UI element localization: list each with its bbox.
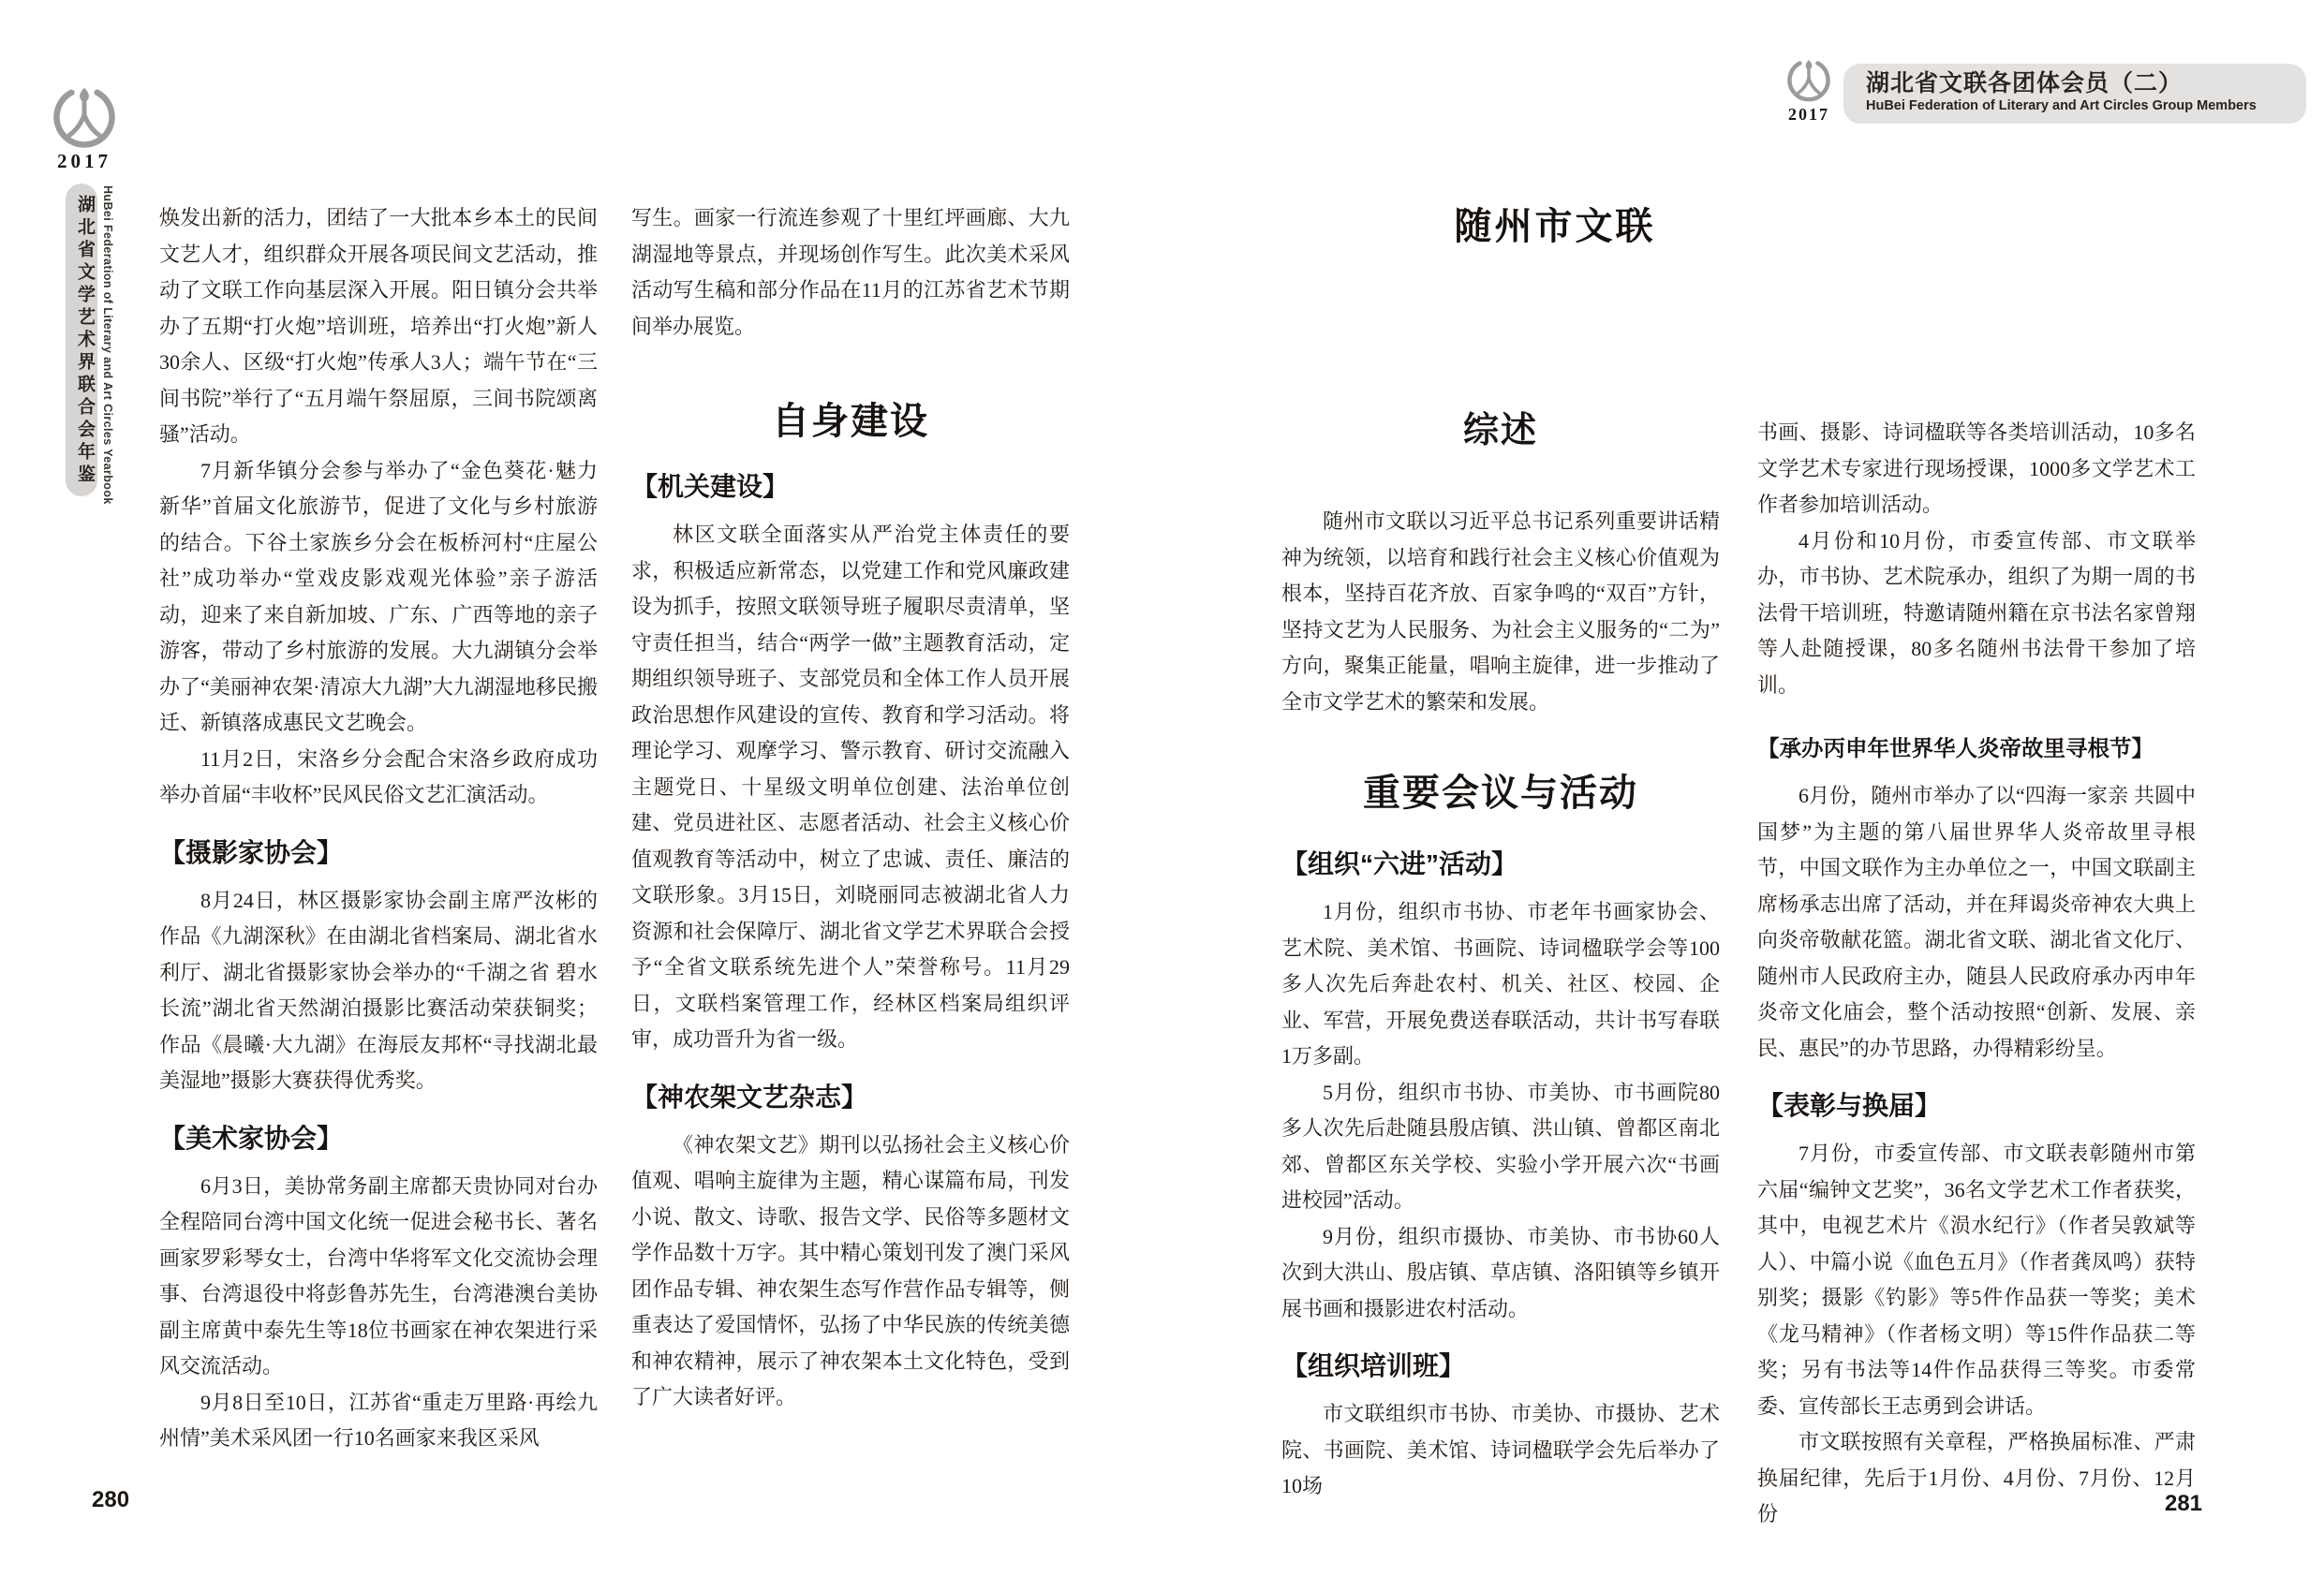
chapter-title: 湖北省文联各团体会员（二） (1866, 70, 2183, 96)
paragraph: 6月3日，美协常务副主席都天贵协同对台办全程陪同台湾中国文化统一促进会秘书长、著名画家罗彩琴女士，台湾中华将军文化交流协会理事、台湾退役中将彭鲁苏先生，台湾港澳台美协副主席黄中泰先生等18位书画家在神农架进行采风交流活动。 (159, 1173, 598, 1378)
chapter-title-english: HuBei Federation of Literary and Art Circles Group Members (1866, 98, 2257, 113)
paragraph: 6月份，随州市举办了以“四海一家亲 共圆中国梦”为主题的第八届世界华人炎帝故里寻根节，中国文联作为主办单位之一，中国文联副主席杨承志出席了活动，并在拜谒炎帝神农大典上向炎帝敬献花篮。湖北省文联、湖北省文化厅、随州市人民政府主办，随县人民政府承办丙申年炎帝文化庙会，整个活动按照“创新、发展、亲民、惠民”的办节思路，办得精彩纷呈。 (1757, 784, 2196, 1060)
paragraph: 8月24日，林区摄影家协会副主席严汝彬的作品《九湖深秋》在由湖北省档案局、湖北省水利厅、湖北省摄影家协会举办的“千湖之省 碧水长流”湖北省天然湖泊摄影比赛活动荣获铜奖；作品《晨曦·大九湖》在海辰友邦杯“寻找湖北最美湿地”摄影大赛获得优秀奖。 (159, 888, 598, 1092)
paragraph: 林区文联全面落实从严治党主体责任的要求，积极适应新常态，以党建工作和党风廉政建设为抓手，按照文联领导班子履职尽责清单，坚守责任担当，结合“两学一做”主题教育活动，定期组织领导班子、支部党员和全体工作人员开展政治思想作风建设的宣传、教育和学习活动。将理论学习、观摩学习、警示教育、研讨交流融入主题党日、十星级文明单位创建、法治单位创建、党员进社区、志愿者活动、社会主义核心价值观教育等活动中，树立了忠诚、责任、廉洁的文联形象。3月15日，刘晓丽同志被湖北省人力资源和社会保障厅、湖北省文学艺术界联合会授予“全省文联系统先进个人”荣誉称号。11月29日，文联档案管理工作，经林区档案局组织评审，成功晋升为省一级。 (631, 523, 1070, 1051)
section-heading-photographers-association: 【摄影家协会】 (159, 837, 344, 867)
paragraph: 市文联组织市书协、市美协、市摄协、艺术院、书画院、美术馆、诗词楹联学会先后举办了10场 (1281, 1402, 1720, 1497)
section-heading-commendation-election: 【表彰与换届】 (1757, 1091, 1942, 1120)
paragraph: 书画、摄影、诗词楹联等各类培训活动，10多名文学艺术专家进行现场授课，1000多文学艺术工作者参加培训活动。 (1757, 420, 2196, 516)
page-number-right: 281 (2164, 1491, 2203, 1516)
paragraph: 5月份，组织市书协、市美协、市书画院80多人次先后赴随县殷店镇、洪山镇、曾都区南北郊、曾都区东关学校、实验小学开展六次“书画进校园”活动。 (1281, 1080, 1720, 1212)
section-heading-training-classes: 【组织培训班】 (1281, 1351, 1466, 1380)
yearbook-logo-icon (51, 81, 118, 152)
sidebar-title-vertical: 湖北省文学艺术界联合会年鉴 (66, 184, 97, 496)
paragraph: 9月份，组织市摄协、市美协、市书协60人次到大洪山、殷店镇、草店镇、洛阳镇等乡镇开展书画和摄影进农村活动。 (1281, 1224, 1720, 1320)
section-heading-six-visits: 【组织“六进”活动】 (1281, 849, 1518, 878)
paragraph: 写生。画家一行流连参观了十里红坪画廊、大九湖湿地等景点，并现场创作写生。此次美术采风活动写生稿和部分作品在11月的江苏省艺术节期间举办展览。 (631, 206, 1070, 338)
paragraph: 《神农架文艺》期刊以弘扬社会主义核心价值观、唱响主旋律为主题，精心谋篇布局，刊发小说、散文、诗歌、报告文学、民俗等多题材文学作品数十万字。其中精心策划刊发了澳门采风团作品专辑、神农架生态写作营作品专辑等，侧重表达了爱国情怀，弘扬了中华民族的传统美德和神农精神，展示了神农架本土文化特色，受到了广大读者好评。 (631, 1132, 1070, 1408)
chapter-banner (1843, 64, 2306, 124)
paragraph: 焕发出新的活力，团结了一大批本乡本土的民间文艺人才，组织群众开展各项民间文艺活动，推动了文联工作向基层深入开展。阳日镇分会共举办了五期“打火炮”培训班，培养出“打火炮”新人30余人、区级“打火炮”传承人3人；端午节在“三间书院”举行了“五月端午祭屈原，三间书院颂离骚”活动。 (159, 206, 598, 446)
chapter-heading-overview: 综述 (1462, 411, 1538, 450)
left-page-column-1 (159, 200, 598, 1457)
paragraph: 市文联按照有关章程，严格换届标准、严肃换届纪律，先后于1月份、4月份、7月份、12月份 (1757, 1430, 2196, 1525)
chapter-heading-meetings-activities: 重要会议与活动 (1363, 773, 1638, 814)
section-heading-shennongjia-magazine: 【神农架文艺杂志】 (631, 1082, 868, 1112)
right-page-column-1 (1281, 405, 1720, 1505)
paragraph: 4月份和10月份，市委宣传部、市文联举办，市书协、艺术院承办，组织了为期一周的书法骨干培训班，特邀请随州籍在京书法名家曾翔等人赴随授课，80多名随州书法骨干参加了培训。 (1757, 528, 2196, 697)
section-heading-yandi-root-festival: 【承办丙申年世界华人炎帝故里寻根节】 (1757, 736, 2154, 760)
section-heading-artists-association: 【美术家协会】 (159, 1123, 344, 1153)
paragraph: 7月新华镇分会参与举办了“金色葵花·魅力新华”首届文化旅游节，促进了文化与乡村旅游的结合。下谷土家族乡分会在板桥河村“庄屋公社”成功举办“堂戏皮影戏观光体验”亲子游活动，迎来了来自新加坡、广东、广西等地的亲子游客，带动了乡村旅游的发展。大九湖镇分会举办了“美丽神农架·清凉大九湖”大九湖湿地移民搬迁、新镇落成惠民文艺晚会。 (159, 458, 598, 734)
paragraph: 11月2日，宋洛乡分会配合宋洛乡政府成功举办首届“丰收杯”民风民俗文艺汇演活动。 (159, 746, 598, 806)
header-logo-icon (1785, 54, 1832, 105)
right-page-column-2 (1757, 415, 2196, 1533)
sidebar-year: 2017 (57, 150, 111, 172)
section-heading-organ-construction: 【机关建设】 (631, 472, 790, 501)
page-number-left: 280 (92, 1487, 130, 1512)
paragraph: 7月份，市委宣传部、市文联表彰随州市第六届“编钟文艺奖”，36名文学艺术工作者获奖，其中，电视艺术片《涢水纪行》（作者吴敦斌等人）、中篇小说《血色五月》（作者龚凤鸣）获特别奖；摄影《钓影》等5件作品获一等奖；美术《龙马精神》（作者杨文明）等15件作品获二等奖；另有书法等14件作品获得三等奖。市委常委、宣传部长王志勇到会讲话。 (1757, 1142, 2196, 1418)
left-page-column-2 (631, 200, 1070, 1416)
paragraph: 9月8日至10日，江苏省“重走万里路·再绘九州情”美术采风团一行10名画家来我区采风 (159, 1390, 598, 1450)
sidebar-title-english: HuBei Federation of Literary and Art Circles Yearbook (101, 185, 114, 505)
header-year: 2017 (1788, 105, 1829, 124)
paragraph: 随州市文联以习近平总书记系列重要讲话精神为统领，以培育和践行社会主义核心价值观为根本，坚持百花齐放、百家争鸣的“双百”方针，坚持文艺为人民服务、为社会主义服务的“二为”方向，聚集正能量，唱响主旋律，进一步推动了全市文学艺术的繁荣和发展。 (1281, 509, 1720, 714)
page-title-suizhou-federation: 随州市文联 (1454, 206, 1656, 247)
paragraph: 1月份，组织市书协、市老年书画家协会、艺术院、美术馆、书画院、诗词楹联学会等100多人次先后奔赴农村、机关、社区、校园、企业、军营，开展免费送春联活动，共计书写春联1万多副。 (1281, 900, 1720, 1068)
chapter-heading-self-construction: 自身建设 (772, 401, 929, 442)
